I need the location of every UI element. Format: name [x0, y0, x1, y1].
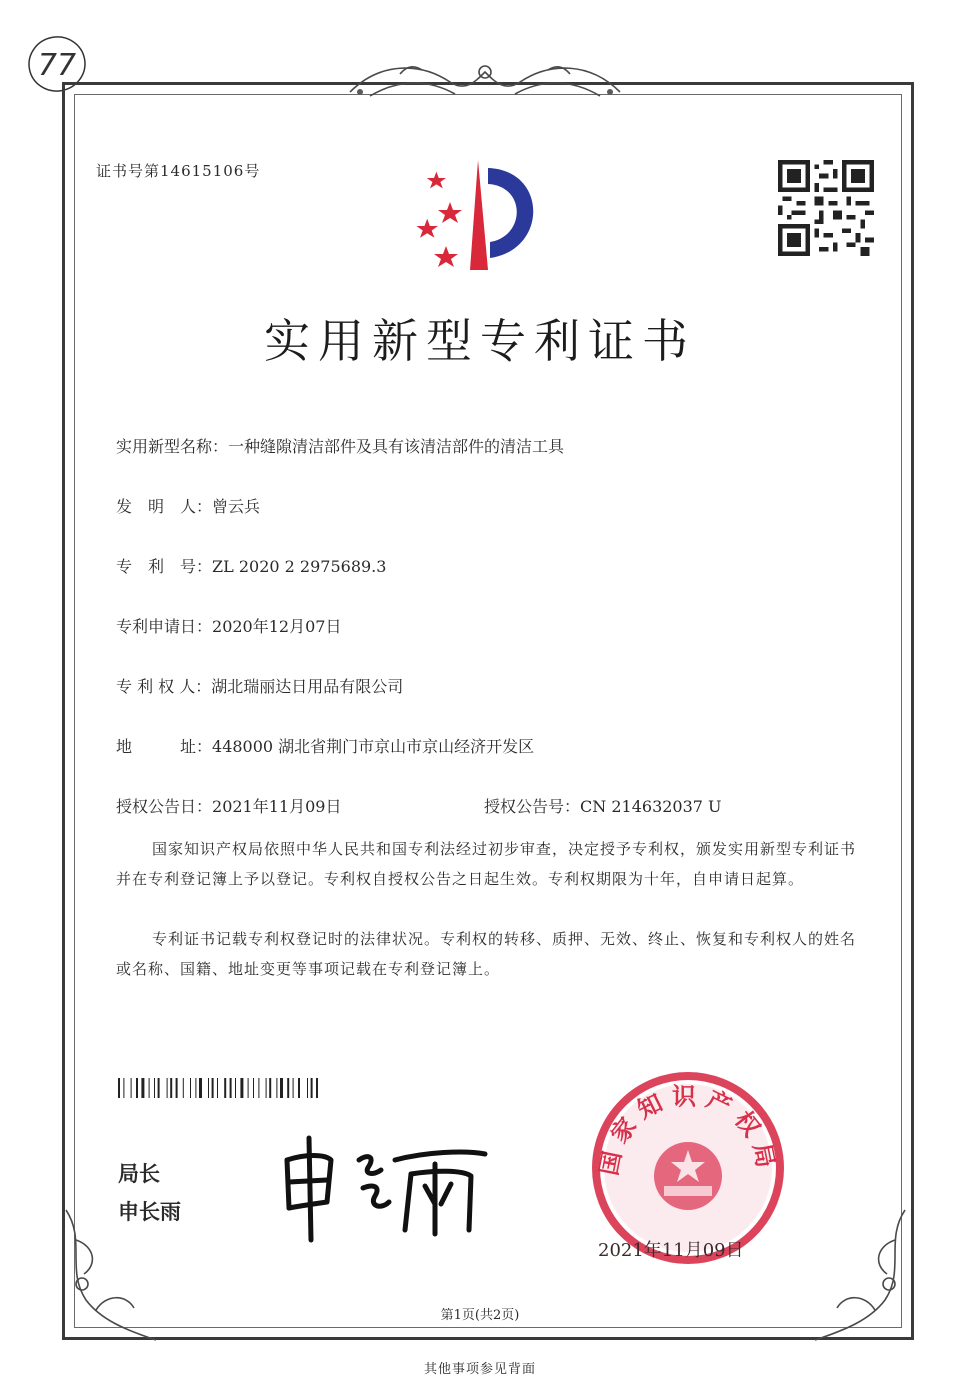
body-paragraph: 国家知识产权局依照中华人民共和国专利法经过初步审查，决定授予专利权，颁发实用新型专利证书并在专利登记簿上予以登记。专利权自授权公告之日起生效。专利权期限为十年，自申请日起算。	[116, 840, 857, 888]
field-label: 授权公告号：	[484, 797, 581, 816]
field-filing-date	[116, 614, 341, 637]
field-grant-number	[484, 794, 722, 817]
field-value: 2021年11月09日	[212, 797, 342, 816]
field-utility-model-name	[116, 434, 564, 457]
bottom-right-ornament	[805, 1200, 915, 1350]
svg-text:国家知识产权局: 国家知识产权局	[594, 1082, 782, 1178]
footer-note: 其他事项参见背面	[423, 1362, 536, 1377]
svg-text:77: 77	[37, 48, 77, 83]
qr-code	[778, 160, 874, 256]
field-value: 湖北瑞丽达日用品有限公司	[211, 677, 404, 696]
field-value: 2020年12月07日	[212, 617, 342, 636]
top-ornament	[340, 52, 630, 108]
field-label: 实用新型名称：	[116, 437, 229, 456]
director-title: 局长	[118, 1162, 160, 1186]
director-name: 申长雨	[118, 1200, 181, 1224]
field-label: 发 明 人：	[116, 497, 213, 516]
field-value: 曾云兵	[212, 497, 261, 516]
field-value: CN 214632037 U	[580, 797, 722, 816]
body-paragraph: 专利证书记载专利权登记时的法律状况。专利权的转移、质押、无效、终止、恢复和专利权人的姓名或名称、国籍、地址变更等事项记载在专利登记簿上。	[116, 930, 857, 978]
certificate-number: 证书号第14615106号	[96, 162, 261, 180]
seal-date: 2021年11月09日	[598, 1240, 744, 1261]
field-grant-date	[116, 794, 341, 817]
field-patentee	[116, 674, 403, 697]
field-label: 专 利 权 人：	[116, 677, 212, 696]
field-label: 专利申请日：	[116, 617, 213, 636]
field-label: 授权公告日：	[116, 797, 213, 816]
field-label: 地 址：	[116, 737, 213, 756]
certificate-title: 实用新型专利证书	[264, 314, 696, 368]
handwritten-signature	[275, 1130, 495, 1245]
barcode	[118, 1078, 372, 1098]
page-indicator: 第1页(共2页)	[440, 1308, 520, 1323]
field-value: ZL 2020 2 2975689.3	[212, 557, 387, 576]
field-patent-number	[116, 554, 386, 577]
field-value: 448000 湖北省荆门市京山市京山经济开发区	[212, 737, 535, 756]
field-label: 专 利 号：	[116, 557, 213, 576]
field-value: 一种缝隙清洁部件及具有该清洁部件的清洁工具	[228, 437, 565, 456]
patent-office-logo	[408, 150, 558, 280]
field-inventor	[116, 494, 260, 517]
field-address	[116, 734, 534, 757]
